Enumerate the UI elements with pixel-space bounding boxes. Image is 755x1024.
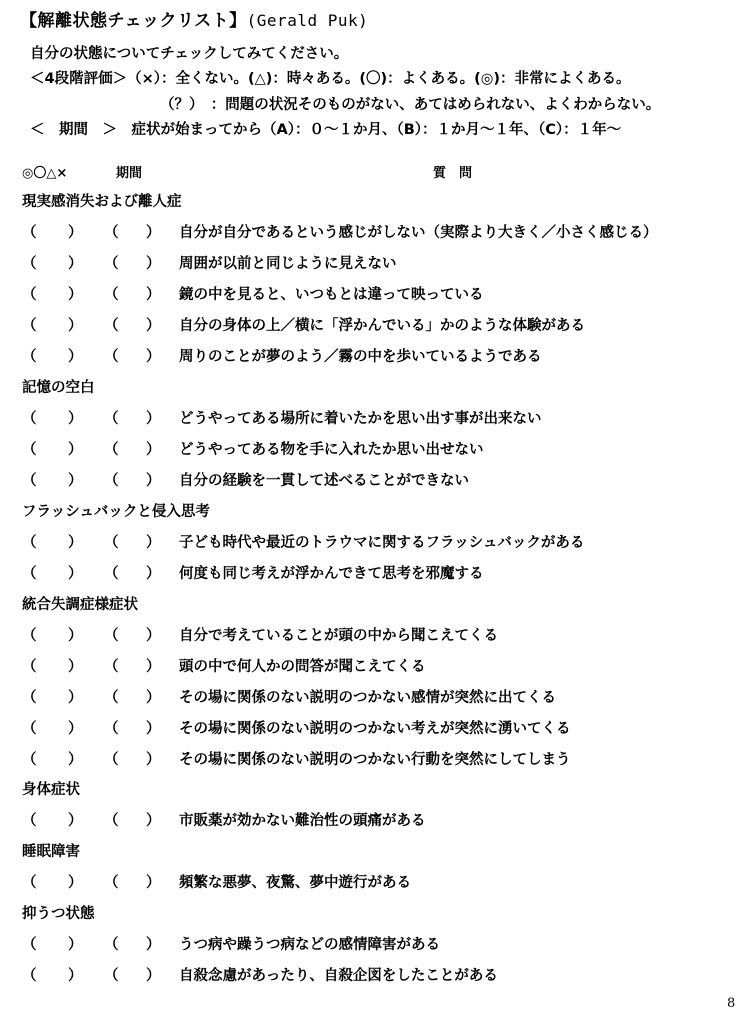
section-heading: 睡眠障害 — [22, 844, 80, 860]
period-blank-open[interactable]: （ — [104, 628, 119, 644]
period-blank-open[interactable]: （ — [104, 287, 119, 303]
rating-blank-open[interactable]: （ — [22, 287, 37, 303]
author-name: (Gerald Puk) — [246, 11, 369, 30]
rating-blank-open[interactable]: （ — [22, 813, 37, 829]
rating-blank-open[interactable]: （ — [22, 628, 37, 644]
period-blank-close[interactable]: ） — [146, 256, 161, 272]
question-text: 周囲が以前と同じように見えない — [179, 256, 397, 272]
rating-blank-open[interactable]: （ — [22, 968, 37, 984]
period-blank-close[interactable]: ） — [146, 690, 161, 706]
period-blank-open[interactable]: （ — [104, 875, 119, 891]
rating-scale-legend: ＜4段階評価＞（×）：全くない。(△)：時々ある。(〇)：よくある。(◎)：非常によくある。 — [30, 71, 631, 87]
period-blank-close[interactable]: ） — [146, 411, 161, 427]
rating-blank-open[interactable]: （ — [22, 225, 37, 241]
period-blank-open[interactable]: （ — [104, 566, 119, 582]
question-text: 自殺念慮があったり、自殺企図をしたことがある — [179, 968, 498, 984]
question-text: 自分で考えていることが頭の中から聞こえてくる — [179, 628, 498, 644]
period-blank-open[interactable]: （ — [104, 752, 119, 768]
rating-blank-close[interactable]: ） — [68, 875, 83, 891]
section-heading: 現実感消失および離人症 — [22, 194, 182, 210]
period-blank-open[interactable]: （ — [104, 442, 119, 458]
rating-blank-close[interactable]: ） — [68, 225, 83, 241]
section-heading: 統合失調症様症状 — [22, 597, 138, 613]
period-column-header: 期間 — [116, 166, 143, 181]
period-blank-open[interactable]: （ — [104, 318, 119, 334]
question-text: 子ども時代や最近のトラウマに関するフラッシュバックがある — [179, 535, 585, 551]
rating-blank-open[interactable]: （ — [22, 535, 37, 551]
period-blank-open[interactable]: （ — [104, 937, 119, 953]
period-blank-open[interactable]: （ — [104, 813, 119, 829]
rating-blank-close[interactable]: ） — [68, 566, 83, 582]
rating-blank-open[interactable]: （ — [22, 318, 37, 334]
rating-blank-close[interactable]: ） — [68, 349, 83, 365]
period-blank-open[interactable]: （ — [104, 411, 119, 427]
rating-blank-close[interactable]: ） — [68, 752, 83, 768]
section-heading: 抑うつ状態 — [22, 906, 95, 922]
question-text: 自分の経験を一貫して述べることができない — [179, 473, 469, 489]
question-text: どうやってある場所に着いたかを思い出す事が出来ない — [179, 411, 542, 427]
question-text: その場に関係のない説明のつかない行動を突然にしてしまう — [179, 752, 571, 768]
rating-blank-close[interactable]: ） — [68, 813, 83, 829]
period-blank-close[interactable]: ） — [146, 813, 161, 829]
period-blank-open[interactable]: （ — [104, 690, 119, 706]
question-text: 頭の中で何人かの問答が聞こえてくる — [179, 659, 426, 675]
period-legend: ＜ 期間 ＞ 症状が始まってから（A）：０～１か月、（B）：１か月～１年、（C）：１年～ — [30, 122, 622, 138]
section-heading: 身体症状 — [22, 782, 80, 798]
rating-blank-open[interactable]: （ — [22, 349, 37, 365]
rating-blank-close[interactable]: ） — [68, 442, 83, 458]
period-blank-close[interactable]: ） — [146, 442, 161, 458]
period-blank-close[interactable]: ） — [146, 225, 161, 241]
rating-blank-close[interactable]: ） — [68, 318, 83, 334]
period-blank-close[interactable]: ） — [146, 875, 161, 891]
period-blank-close[interactable]: ） — [146, 937, 161, 953]
title-text: 【解離状態チェックリスト】 — [20, 11, 247, 31]
rating-blank-open[interactable]: （ — [22, 473, 37, 489]
rating-blank-close[interactable]: ） — [68, 411, 83, 427]
page-number: 8 — [727, 996, 736, 1011]
period-blank-close[interactable]: ） — [146, 473, 161, 489]
rating-blank-close[interactable]: ） — [68, 968, 83, 984]
period-blank-close[interactable]: ） — [146, 628, 161, 644]
rating-blank-close[interactable]: ） — [68, 721, 83, 737]
period-blank-close[interactable]: ） — [146, 566, 161, 582]
period-blank-close[interactable]: ） — [146, 659, 161, 675]
rating-blank-open[interactable]: （ — [22, 442, 37, 458]
question-text: 自分の身体の上／横に「浮かんでいる」かのような体験がある — [179, 318, 585, 334]
period-blank-close[interactable]: ） — [146, 535, 161, 551]
rating-blank-open[interactable]: （ — [22, 721, 37, 737]
rating-blank-open[interactable]: （ — [22, 411, 37, 427]
period-blank-open[interactable]: （ — [104, 659, 119, 675]
section-heading: 記憶の空白 — [22, 380, 95, 396]
question-text: その場に関係のない説明のつかない考えが突然に湧いてくる — [179, 721, 571, 737]
rating-blank-open[interactable]: （ — [22, 659, 37, 675]
question-column-header: 質 問 — [433, 166, 473, 181]
period-blank-close[interactable]: ） — [146, 287, 161, 303]
section-heading: フラッシュバックと侵入思考 — [22, 504, 210, 520]
question-text: その場に関係のない説明のつかない感情が突然に出てくる — [179, 690, 556, 706]
rating-blank-open[interactable]: （ — [22, 752, 37, 768]
period-blank-close[interactable]: ） — [146, 318, 161, 334]
period-blank-close[interactable]: ） — [146, 968, 161, 984]
rating-blank-close[interactable]: ） — [68, 628, 83, 644]
page-title — [20, 6, 368, 31]
question-text: 頻繁な悪夢、夜驚、夢中遊行がある — [179, 875, 411, 891]
question-text: 何度も同じ考えが浮かんできて思考を邪魔する — [179, 566, 484, 582]
question-text: 周りのことが夢のよう／霧の中を歩いているようである — [179, 349, 542, 365]
rating-blank-close[interactable]: ） — [68, 659, 83, 675]
rating-blank-close[interactable]: ） — [68, 937, 83, 953]
period-blank-open[interactable]: （ — [104, 225, 119, 241]
question-text: どうやってある物を手に入れたか思い出せない — [179, 442, 484, 458]
rating-blank-open[interactable]: （ — [22, 690, 37, 706]
rating-blank-close[interactable]: ） — [68, 287, 83, 303]
period-blank-open[interactable]: （ — [104, 473, 119, 489]
rating-blank-close[interactable]: ） — [68, 256, 83, 272]
question-text: 自分が自分であるという感じがしない（実際より大きく／小さく感じる） — [179, 225, 658, 241]
question-text: 鏡の中を見ると、いつもとは違って映っている — [179, 287, 484, 303]
rating-blank-open[interactable]: （ — [22, 937, 37, 953]
rating-blank-open[interactable]: （ — [22, 566, 37, 582]
rating-blank-close[interactable]: ） — [68, 690, 83, 706]
period-blank-open[interactable]: （ — [104, 968, 119, 984]
unknown-rating-legend: （？） ：問題の状況そのものがない、あてはめられない、よくわからない。 — [160, 97, 661, 113]
period-blank-open[interactable]: （ — [104, 721, 119, 737]
rating-blank-open[interactable]: （ — [22, 875, 37, 891]
rating-blank-close[interactable]: ） — [68, 535, 83, 551]
rating-blank-close[interactable]: ） — [68, 473, 83, 489]
period-blank-close[interactable]: ） — [146, 721, 161, 737]
period-blank-close[interactable]: ） — [146, 752, 161, 768]
intro-instruction: 自分の状態についてチェックしてみてください。 — [30, 46, 349, 62]
period-blank-open[interactable]: （ — [104, 349, 119, 365]
rating-column-header: ◎〇△× — [22, 166, 68, 181]
period-blank-open[interactable]: （ — [104, 535, 119, 551]
question-text: うつ病や躁うつ病などの感情障害がある — [179, 937, 440, 953]
period-blank-close[interactable]: ） — [146, 349, 161, 365]
period-blank-open[interactable]: （ — [104, 256, 119, 272]
rating-blank-open[interactable]: （ — [22, 256, 37, 272]
question-text: 市販薬が効かない難治性の頭痛がある — [179, 813, 426, 829]
